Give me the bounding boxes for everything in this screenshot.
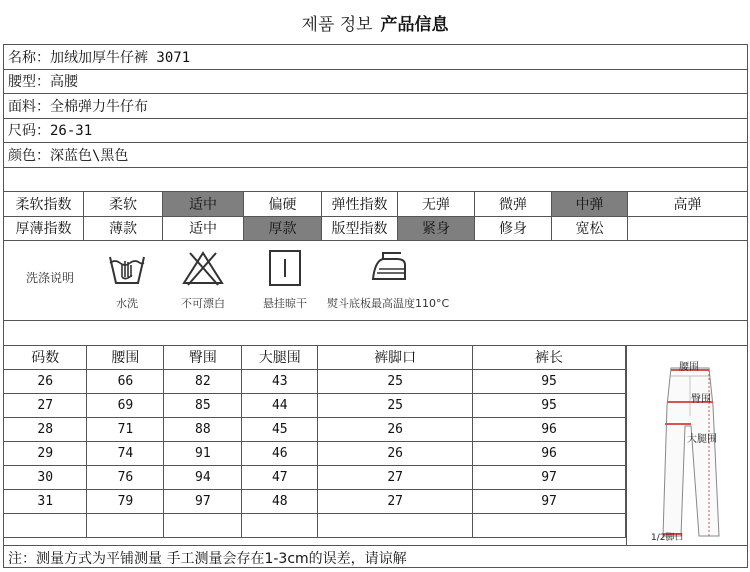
size-table-cell: 91 [164,442,242,466]
size-table-cell: 43 [242,370,318,394]
property-row-softness-elasticity [4,192,747,217]
info-name: 名称：加绒加厚牛仔裤 3071 [4,45,747,70]
property-row-thickness-fit [4,217,747,242]
size-table-cell: 27 [4,394,87,418]
care-item-iron [327,247,449,311]
size-area [4,346,747,546]
size-table-row [4,490,626,514]
product-info-sheet [3,44,748,568]
softness-label: 柔软指数 [4,192,84,216]
size-table-row [4,418,626,442]
diagram-hip-label: 臀围 [691,393,711,405]
info-waist-type: 腰型：高腰 [4,70,747,95]
page-title [0,6,750,38]
size-table-cell: 95 [473,370,626,394]
size-table-cell: 76 [87,466,164,490]
size-table-cell: 71 [87,418,164,442]
size-table-empty-cell [4,514,87,538]
size-table-cell: 29 [4,442,87,466]
fit-option-slim: 修身 [475,217,552,241]
size-table-cell: 97 [473,490,626,514]
header-hip: 臀围 [164,346,242,370]
no-bleach-icon [180,247,226,287]
size-table-row [4,394,626,418]
care-item-no-bleach-label: 不可漂白 [181,297,225,310]
size-table-row [4,466,626,490]
care-item-hand-wash-label: 水洗 [116,297,138,310]
spacer-row [4,168,747,193]
diagram-waist-label: 腰围 [679,361,699,373]
softness-option-medium: 适中 [163,192,244,216]
thickness-option-thin: 薄款 [84,217,163,241]
elasticity-option-high: 高弹 [673,196,702,213]
thickness-label: 厚薄指数 [4,217,84,241]
size-table-cell: 46 [242,442,318,466]
diagram-hem-label: 1/2脚口 [651,532,684,543]
footnote: 注：测量方式为平铺测量 手工测量会存在1-3cm的误差，请谅解 [8,550,407,567]
size-table-empty-row [4,514,626,538]
elasticity-option-medium: 中弹 [552,192,628,216]
fit-option-loose: 宽松 [552,217,628,241]
size-table [4,346,626,539]
fit-label: 版型指数 [322,217,398,241]
iron-icon [365,247,411,287]
size-table-cell: 69 [87,394,164,418]
size-table-cell: 85 [164,394,242,418]
size-table-cell: 26 [318,442,473,466]
size-table-cell: 95 [473,394,626,418]
size-table-cell: 27 [318,490,473,514]
size-table-empty-cell [164,514,242,538]
elasticity-option-none: 无弹 [398,192,475,216]
size-table-cell: 47 [242,466,318,490]
size-table-row [4,370,626,394]
size-table-cell: 48 [242,490,318,514]
size-table-cell: 96 [473,442,626,466]
hang-dry-icon [262,247,308,287]
size-table-cell: 25 [318,370,473,394]
hand-wash-icon [104,247,150,287]
size-table-cell: 26 [318,418,473,442]
size-table-row [4,442,626,466]
pants-measurement-diagram [626,346,747,545]
size-table-cell: 27 [318,466,473,490]
size-table-cell: 79 [87,490,164,514]
header-waist: 腰围 [87,346,164,370]
header-hem: 裤脚口 [318,346,473,370]
size-table-header-row [4,346,626,370]
care-item-hang-dry [262,247,308,311]
info-size-range: 尺码：26-31 [4,119,747,144]
thickness-option-medium: 适中 [163,217,244,241]
size-table-empty-cell [242,514,318,538]
size-table-cell: 96 [473,418,626,442]
page-title-chinese: 产品信息 [380,14,449,35]
size-table-cell: 97 [473,466,626,490]
size-table-cell: 97 [164,490,242,514]
empty-cell [628,217,747,241]
size-table-cell: 30 [4,466,87,490]
elasticity-label: 弹性指数 [322,192,398,216]
size-table-cell: 88 [164,418,242,442]
thickness-option-thick: 厚款 [244,217,322,241]
page-title-korean: 제품 정보 [301,14,373,35]
softness-option-soft: 柔软 [84,192,163,216]
care-item-iron-label: 熨斗底板最高温度110°C [327,297,450,310]
care-item-hand-wash [104,247,150,311]
size-table-empty-cell [473,514,626,538]
elasticity-option-slight: 微弹 [475,192,552,216]
header-length: 裤长 [473,346,626,370]
size-table-cell: 26 [4,370,87,394]
size-table-empty-cell [318,514,473,538]
size-table-cell: 94 [164,466,242,490]
info-color: 颜色：深蓝色\黑色 [4,143,747,168]
fit-option-tight: 紧身 [398,217,475,241]
diagram-thigh-label: 大腿围 [687,433,717,445]
care-instructions [4,241,747,321]
header-thigh: 大腿围 [242,346,318,370]
softness-option-hard: 偏硬 [244,192,322,216]
size-table-cell: 44 [242,394,318,418]
size-table-cell: 25 [318,394,473,418]
header-size: 码数 [4,346,87,370]
care-label: 洗涤说明 [26,271,75,285]
size-table-cell: 31 [4,490,87,514]
care-item-no-bleach [180,247,226,311]
spacer-row [4,321,747,346]
pants-diagram-icon [627,346,747,545]
size-table-cell: 66 [87,370,164,394]
size-table-cell: 28 [4,418,87,442]
size-table-empty-cell [87,514,164,538]
info-fabric: 面料：全棉弹力牛仔布 [4,94,747,119]
care-item-hang-dry-label: 悬挂晾干 [263,297,307,310]
size-table-cell: 82 [164,370,242,394]
size-table-cell: 74 [87,442,164,466]
size-table-cell: 45 [242,418,318,442]
